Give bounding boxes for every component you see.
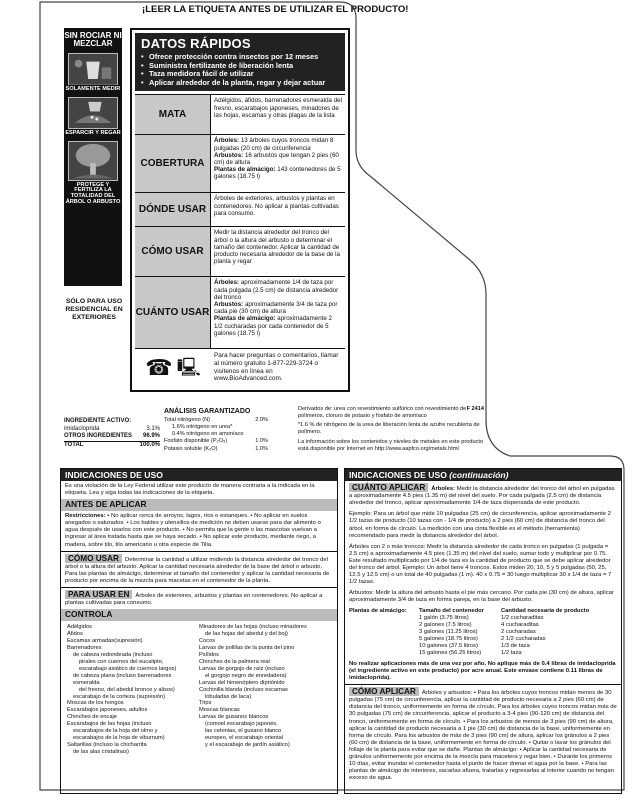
controls-item: Chinches de la palmera real <box>199 658 270 665</box>
controls-item: europeo, el escarabajo oriental <box>205 735 284 742</box>
contact-row <box>135 348 345 386</box>
container-size: 5 galones (18.75 litros) <box>419 636 478 643</box>
product-amount-header: Cantidad necesaria de producto <box>501 608 590 615</box>
product-amount: 2 1/2 cucharadas <box>501 636 546 643</box>
row-text: Árboles: aproximadamente 1/4 de taza por cada pulgada (2.5 cm) de distancia alrededor del tronco Arbustos: aproximadamente 3/4 de taza por cada pie (30 cm) de altura Plantas de almácigo: aproximadamente 2 1/2 cucharadas por cada contenedor de 5 galones (18.75 l) <box>214 279 339 337</box>
quick-fact: • Taza medidora fácil de utilizar <box>141 70 339 79</box>
other-ingredients-label: OTROS INGREDIENTES <box>64 433 133 439</box>
derivation-text: Derivados de: urea con revestimiento sulfúrico con revestimiento de polímeros, cloruro de potasio y fosfato de amoníaco <box>298 406 467 419</box>
controls-item: Saltarillas (incluso la chicharrita <box>67 742 147 749</box>
controls-item: Cochinilla blanda (incluso escamas <box>199 686 288 693</box>
quick-fact: • Aplicar alrededor de la planta, regar y dejar actuar <box>141 79 339 88</box>
container-size-header: Tamaño del contenedor <box>419 608 484 615</box>
row-label: DÓNDE USAR <box>135 193 211 226</box>
directions-cont-title: INDICACIONES DE USO (continuación) <box>345 469 621 481</box>
controls-item: y el escarabajo de jardín asiático) <box>205 742 290 749</box>
product-amount: 2 cucharadas <box>501 629 536 636</box>
product-amount: 4 cucharaditas <box>501 622 539 629</box>
computer-icon: 🖳 <box>176 357 201 378</box>
directions-panel-right <box>344 468 622 794</box>
fertilizer-code: F 2414 <box>466 406 484 412</box>
analysis-row: 1.6% nitrógeno en urea* <box>172 424 233 431</box>
controls-list <box>61 621 337 759</box>
active-ingredient-pct: 3.1% <box>146 425 160 432</box>
read-label-warning: ¡LEER LA ETIQUETA ANTES DE UTILIZAR EL PRODUCTO! <box>142 4 409 15</box>
quick-fact: • Suministra fertilizante de liberación lenta <box>141 62 339 71</box>
analysis-row: Total nitrógeno (N) 2.0% <box>164 416 268 423</box>
controls-item: Larvas del himenóptero dipriónido <box>199 679 285 686</box>
step-caption: ESPARCIR Y REGAR <box>65 129 121 136</box>
product-amount: 1/2 cucharaditas <box>501 615 544 622</box>
shrubs-text: Arbustos: Medir la altura del arbusto hasta el pie más cercano. Por cada pie (30 cm) de altura, aplicar aproximadamente 3/4 de taza en forma pareja, en la base del arbusto. <box>349 590 614 604</box>
restrictions-text: Restricciones: • No aplicar cerca de arroyos, lagos, ríos o estanques. • No aplicar en suelos anegados o saturados. • Los baldes y utensilios de medición no deben usarse para dar alimento o agua después de usarlos con este producto. • No permita que la gente o las mascotas vuelvan a ingresar al área tratada hasta que se haya secado. • No aplicar este producto, mediante riego, a madera, sobre tilo, tilo americano u otra especie de Tilia. <box>65 513 321 548</box>
controls-item: Moscas de los hongos <box>67 700 124 707</box>
quick-facts-title: DATOS RÁPIDOS <box>141 36 251 51</box>
metals-note: La información sobre los contenidos y niveles de metales en este producto está disponible por Internet en http://www.aapfco.org/metals.html <box>298 438 484 452</box>
spread-water-icon <box>68 97 118 129</box>
controls-item: Chinches de encaje <box>67 714 117 721</box>
example-trees: Ejemplo: Para un árbol que mide 10 pulgadas (25 cm) de circunferencia, aplicar aproximadamente 2 1/2 tazas de producto (10 tazas con - 1/4 de producto) a 2 pies (60 cm) de distancia del tronco del árbol, en forma de círculo. La medición con una cinta flexible es el método (herramienta) recomendado para medir la distancia alrededor del árbol. <box>349 511 611 539</box>
container-size: 15 galones (56.25 litros) <box>419 650 482 657</box>
analysis-title: ANÁLISIS GARANTIZADO <box>164 408 251 415</box>
container-size: 2 galones (7.5 litros) <box>419 622 472 629</box>
multi-trunk-text: Árboles con 2 o más troncos: Medir la distancia alrededor de cada tronco en pulgadas (1 pulgada = 2.5 cm) a aproximadamente 4.5 pies (1.35 m) del nivel del suelo, sumar todo y multiplicar por 0.75. Este resultado multiplicado por 1/4 de taza es la cantidad de producto que se debe aplicar alrededor del tronco del árbol. Ejemplo: Un árbol tiene 4 troncos. Estos miden 20, 10, 5 y 5 pulgadas (50, 25, 12.5 y 12.5 cm) o un total de 40 pulgadas (1 m). 40 x 0.75 = 30 luego multiplicar 30 x 1/4 de taza = 7 1/2 tazas. <box>349 543 612 586</box>
controls-item: Larvas de gusanos blancos <box>199 714 269 721</box>
phone-icon: ☎ <box>145 354 173 380</box>
row-text: Adélgidos, áfidos, barrenadores esmeralda del fresno, escarabajos japoneses, minadores de las hojas, escamas y otras plagas de la lista <box>214 97 342 119</box>
total-pct: 100.0% <box>139 441 160 448</box>
step-caption: PROTEGE Y FERTILIZA LA TOTALIDAD DEL ÁRBOL O ARBUSTO <box>65 181 121 206</box>
product-amount: 1/3 de taza <box>501 643 530 650</box>
controls-item: (comoel escarabajo japonés, <box>205 721 278 728</box>
controls-item: escarabajo de la corteza (supresión) <box>73 693 165 700</box>
measure-cup-icon <box>68 53 118 85</box>
row-donde-usar <box>135 192 345 226</box>
how-much-section: CUÁNTO APLICAR Árboles: Medir la distancia alrededor del tronco del árbol en pulgadas a aproximadamente 4.5 pies (1.35 m) del nivel del suelo. Por cada pulgada (2.5 cm) de distancia alrededor del tronco, aplicar aproximadamente 1/4 de taza dispensada de este producto. <box>349 483 615 507</box>
controls-item: de cabeza redondeada (incluso <box>73 651 153 658</box>
row-label: MATA <box>135 95 211 134</box>
no-spray-title: SIN ROCIAR NI MEZCLAR <box>64 31 122 49</box>
how-to-use-section: CÓMO USAR Determinar la cantidad a utilizar midiendo la distancia alrededor del tronco del árbol o la altura del arbusto. Aplicar la cantidad necesaria alrededor de la base del árbol o arbusto. Para las plantas de almácigo, determinar el tamaño del contenedor y aplicar la cantidad necesaria de producto por encima de la mezcla para macetas en el contenedor de la planta. <box>61 551 337 587</box>
container-table-label: Plantas de almácigo: <box>349 608 407 615</box>
annual-limit-warning: No realizar aplicaciones más de una vez por año. No aplique más de 0.4 libras de imidacloprida (el ingrediente activo en este producto) por acre anual. Este envase contiene 0.11 libras de imidacloprida). <box>349 660 616 682</box>
row-text: Medir la distancia alrededor del tronco del árbol o la altura del arbusto o determinar el tamaño del contenedor. Aplicar la cantidad de producto necesaria alrededor de la base de la planta y regar <box>214 229 340 266</box>
controls-item: las cetonias, el gusano blanco <box>205 728 282 735</box>
row-label: CUÁNTO USAR <box>135 277 211 348</box>
controls-item: escarabajos de la hoja del olmo y <box>73 728 158 735</box>
row-text: Árboles: 13 árboles cuyos troncos midan 8 pulgadas (20 cm) de circunferencia Arbustos: 16 arbustos que tengan 2 pies (60 cm) de altura Plantas de almácigo: 143 contenedores de 5 galones (18.75 l) <box>214 137 341 181</box>
controls-item: Minadores de las hojas (incluso minadores <box>199 623 307 630</box>
controls-item: de cabeza plana (incluso barrenadores esmeralda <box>73 672 172 686</box>
before-applying-title: ANTES DE APLICAR <box>61 499 337 511</box>
controls-item: de las alas cristalinas) <box>73 749 129 756</box>
warning-column <box>64 28 122 286</box>
controls-item: Cocos <box>199 637 216 644</box>
analysis-row: Potasio soluble (K₂O) 1.0% <box>164 445 268 452</box>
controls-item: lobuladas de laca) <box>205 693 252 700</box>
controls-item: pirales con cuernos del eucalipto, <box>79 658 164 665</box>
controls-item: Escarabajos japoneses, adultos <box>67 707 148 714</box>
guaranteed-analysis <box>164 408 268 453</box>
controls-title: CONTROLA <box>61 609 337 621</box>
controls-item: Adélgidos <box>67 623 92 630</box>
container-size: 3 galones (11.25 litros) <box>419 629 478 636</box>
controls-item: escarabajos de la hoja de viburnum) <box>73 735 165 742</box>
quick-facts-header <box>135 33 345 91</box>
other-ingredients-pct: 96.9% <box>142 433 160 439</box>
controls-item: Barrenadores <box>67 644 102 651</box>
container-size: 1 galón (3.75 litros) <box>419 615 469 622</box>
total-label: TOTAL <box>64 441 84 448</box>
how-to-apply-title: CÓMO APLICAR <box>349 687 419 696</box>
controls-item: Moscas blancas <box>199 707 240 714</box>
controls-item: Áfidos <box>67 630 83 637</box>
controls-item: escarabajo asiático de cuernos largos) <box>79 665 177 672</box>
analysis-row: 0.4% nitrógeno en amoníaco <box>172 431 244 438</box>
controls-col-1 <box>67 624 199 756</box>
controls-item: Larvas de polillas de la punta del pino <box>199 644 295 651</box>
row-cobertura <box>135 134 345 192</box>
derivation-notes <box>298 406 484 453</box>
where-to-use-section: PARA USAR EN Árboles de exteriores, arbustos y plantas en contenedores. No aplicar a plantas cultivadas para consumo. <box>61 587 337 609</box>
row-label: COBERTURA <box>135 135 211 192</box>
urea-note: *1.6 % de nitrógeno de la urea de liberación lenta de azufre recubierta de polímero. <box>298 421 480 435</box>
container-size: 10 galones (37.5 litros) <box>419 643 478 650</box>
tree-icon <box>68 141 118 181</box>
active-ingredient-label: INGREDIENTE ACTIVO: <box>64 418 132 424</box>
how-much-title: CUÁNTO APLICAR <box>349 483 428 492</box>
ingredients <box>64 418 160 449</box>
controls-item: del fresno, del abedul bronce y alisos) <box>79 686 175 693</box>
controls-item: Psílidos <box>199 651 219 658</box>
row-label: CÓMO USAR <box>135 227 211 276</box>
row-mata <box>135 94 345 134</box>
directions-title: INDICACIONES DE USO <box>61 469 337 481</box>
where-to-use-title: PARA USAR EN <box>65 590 132 599</box>
directions-panel-left <box>60 468 338 794</box>
row-text: Árboles de exteriores, arbustos y plantas en contenedores. No aplicar a plantas cultivadas para consumo. <box>214 195 339 217</box>
row-cuanto-usar <box>135 276 345 348</box>
controls-col-2 <box>199 624 331 756</box>
controls-item: Escamas armadas(supresión) <box>67 637 143 644</box>
step-caption: SOLAMENTE MEDIR <box>65 85 121 92</box>
container-table <box>345 606 621 659</box>
row-como-usar <box>135 226 345 276</box>
controls-item: Larvas de gorgojo de raíz (incluso <box>199 665 285 672</box>
active-ingredient-name: imidacloprida <box>64 425 100 432</box>
quick-fact: • Ofrece protección contra insectos por 12 meses <box>141 53 339 62</box>
analysis-row: Fosfato disponible (P₂O₅) 1.0% <box>164 438 268 445</box>
controls-item: Trips <box>199 700 212 707</box>
controls-item: el gorgojo negro de enredadera) <box>205 672 287 679</box>
residential-use-note: SÓLO PARA USO RESIDENCIAL EN EXTERIORES <box>65 298 123 322</box>
controls-item: Escarabajos de las hojas (incluso <box>67 721 152 728</box>
how-to-apply-section: CÓMO APLICAR Árboles y arbustos: • Para los árboles cuyos troncos midan menos de 30 pulgadas (75 cm) de circunferencia, aplicar la cantidad de producto necesaria a 2 pies (60 cm) de distancia del tronco, uniformemente en forma de círculo. Para los árboles cuyos troncos midan más de 30 pulgadas (75 cm) de circunferencia, aplicar el producto a 3-4 pies (90-120 cm) de distancia del tronco, uniformemente en forma de círculo. • Para los arbustos de menos de 3 pies (90 cm) de altura, aplicar la cantidad de producto necesaria a 1 pie (30 cm) de distancia de la base, uniformemente en forma de círculo. Para los arbustos de más de 3 pies (90 cm) de altura, aplicar los gránulos a 2 pies (60 cm) de distancia de la base, uniformemente en forma de círculo. • Quitar o lavar los gránulos del follaje de la planta para evitar que se dañe. Plantas de almácigo: • Aplicar la cantidad necesaria de gránulos uniformemente por encima de la mezcla para macetera y regar bien. • Durante los primeros 10 días, evitar inundar el contenedor hasta el punto de hacer drenar el agua por la base. • Para las plantas de almácigo de interiores, sacarlas afuera, tratarlas y regresarlas al interior cuando no tengan exceso de agua. <box>345 684 621 784</box>
quick-facts-box <box>130 28 350 392</box>
how-to-use-title: CÓMO USAR <box>65 554 122 563</box>
product-amount: 1/2 taza <box>501 650 522 657</box>
federal-law-notice: Es una violación de la Ley Federal utilizar este producto de manera contraria a la indicada en la etiqueta. Lea y siga todas las indicaciones de la etiqueta. <box>65 483 315 497</box>
contact-text: Para hacer preguntas o comentarios, llamar al número gratuito 1-877-229-3724 o visítenos en línea en www.BioAdvanced.com. <box>214 352 339 383</box>
controls-item: de las hojas del abedul y del boj) <box>205 630 288 637</box>
